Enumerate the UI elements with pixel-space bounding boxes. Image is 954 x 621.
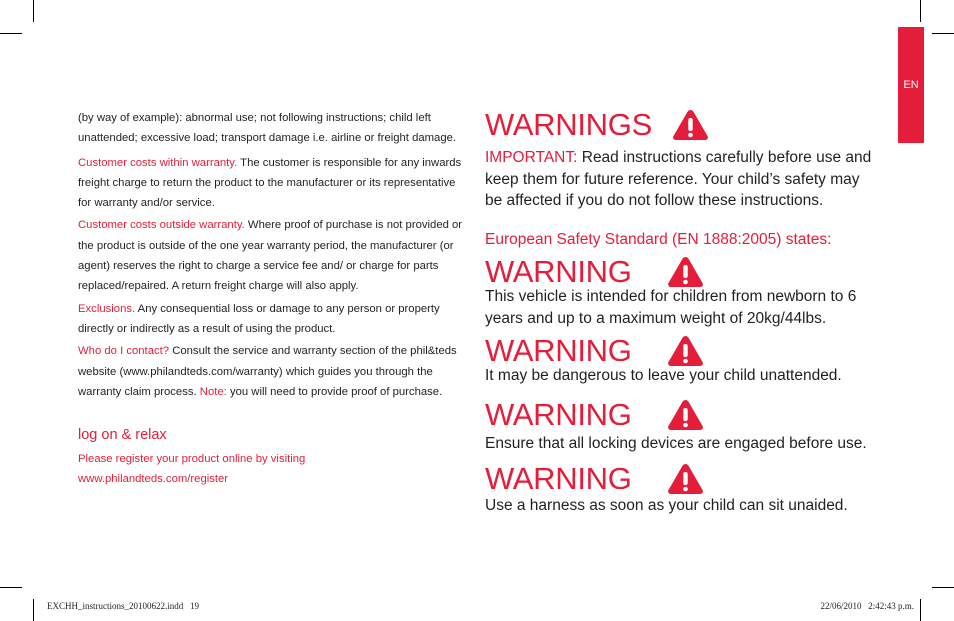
contact-text: Consult the service and warranty section of the phil&teds website (www.philandteds.com/warranty) which guides you through the warranty claim process.	[78, 345, 457, 398]
safety-standard: European Safety Standard (EN 1888:2005) states:	[485, 231, 832, 248]
note-text: you will need to provide proof of purchase.	[226, 385, 443, 398]
crop-mark	[33, 0, 34, 22]
language-tab	[898, 27, 924, 143]
costs-outside-warranty	[78, 215, 466, 296]
warning-item	[485, 335, 880, 387]
register-line-1: Please register your product online by visiting	[78, 453, 306, 466]
warning-triangle-icon	[667, 463, 704, 495]
important-text: Read instructions carefully before use and keep them for future reference. Your child’s safety may be affected if you do not follow these instructions.	[485, 149, 872, 209]
warning-text: It may be dangerous to leave your child unattended.	[485, 367, 842, 384]
crop-mark	[0, 587, 22, 588]
warning-item	[485, 463, 880, 517]
note-lead: Note:	[199, 385, 227, 398]
warning-item	[485, 256, 880, 329]
warranty-column	[78, 108, 466, 489]
logon-title: log on & relax	[78, 427, 167, 444]
costs-within-text: The customer is responsible for any inwards freight charge to return the product to the manufacturer or its representative for warranty and/or service.	[78, 156, 462, 210]
exclusions-lead: Exclusions.	[78, 302, 136, 315]
warranty-intro: (by way of example): abnormal use; not following instructions; child left unattended; excessive load; transport damage i.e. airline or freight damage.	[78, 112, 457, 145]
costs-outside-lead: Customer costs outside warranty.	[78, 219, 245, 232]
crop-mark	[932, 587, 954, 588]
register-link[interactable]: www.philandteds.com/register	[78, 473, 229, 486]
contact-info	[78, 341, 466, 402]
contact-lead: Who do I contact?	[78, 345, 170, 358]
footer-file-info: EXCHH_instructions_20100622.indd 19	[47, 601, 199, 611]
warning-triangle-icon	[667, 335, 704, 367]
crop-mark	[33, 599, 34, 621]
exclusions-text: Any consequential loss or damage to any person or property directly or indirectly as a result of using the product.	[78, 302, 440, 335]
footer-timestamp: 22/06/2010 2:42:43 p.m.	[820, 601, 914, 611]
important-notice	[485, 147, 880, 212]
costs-outside-text: Where proof of purchase is not provided or the product is outside of the one year warranty period, the manufacturer (or agent) reserves the right to charge a service fee and/ or charge for parts replaced/repaired. A return freight charge will also apply.	[78, 219, 463, 293]
warning-triangle-icon	[667, 256, 704, 288]
warning-text: This vehicle is intended for children from newborn to 6 years and up to a maximum weight of 20kg/44lbs.	[485, 288, 857, 327]
warning-heading: WARNING	[485, 333, 632, 368]
warning-item	[485, 399, 880, 455]
important-lead: IMPORTANT:	[485, 149, 578, 166]
warning-text: Use a harness as soon as your child can sit unaided.	[485, 497, 848, 514]
costs-within-warranty	[78, 153, 466, 214]
language-tab-label: EN	[903, 79, 919, 91]
costs-within-lead: Customer costs within warranty.	[78, 156, 238, 169]
crop-mark	[932, 33, 954, 34]
warning-heading: WARNING	[485, 397, 632, 432]
warning-heading: WARNING	[485, 254, 632, 289]
warning-triangle-icon	[667, 399, 704, 431]
crop-mark	[920, 599, 921, 621]
crop-mark	[0, 33, 22, 34]
warnings-title-row	[485, 109, 709, 141]
crop-mark	[920, 0, 921, 22]
warning-triangle-icon	[672, 109, 709, 141]
warnings-title: WARNINGS	[485, 107, 652, 142]
warning-text: Ensure that all locking devices are engaged before use.	[485, 435, 867, 452]
warning-heading: WARNING	[485, 461, 632, 496]
exclusions	[78, 299, 466, 340]
